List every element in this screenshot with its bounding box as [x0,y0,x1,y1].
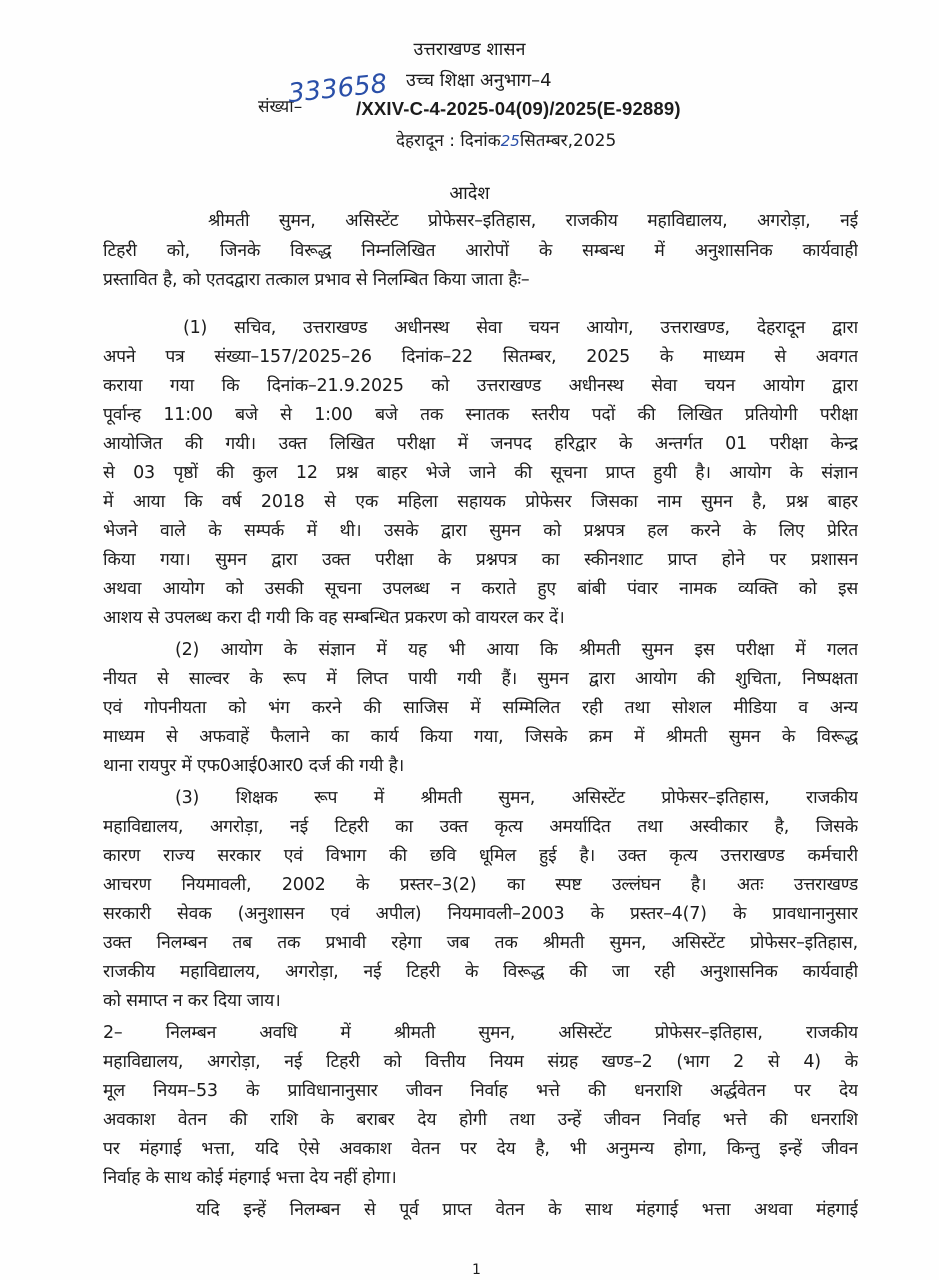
body-line: राजकीय महाविद्यालय, अगरोड़ा, नई टिहरी के विरूद्ध की जा रही अनुशासनिक कार्यवाही [103,962,858,982]
page-number: 1 [472,1262,481,1278]
govt-heading: उत्तराखण्ड शासन [413,39,526,60]
body-line: से 03 पृष्ठों की कुल 12 प्रश्न बाहर भेजे जाने की सूचना प्राप्त हुयी है। आयोग के संज्ञान [103,463,858,483]
body-line: (2) आयोग के संज्ञान में यह भी आया कि श्रीमती सुमन इस परीक्षा में गलत [175,640,858,660]
body-line: भेजने वाले के सम्पर्क में थी। उसके द्वारा सुमन को प्रश्नपत्र हल करने के लिए प्रेरित [103,521,858,541]
body-line: आचरण नियमावली, 2002 के प्रस्तर–3(2) का स्पष्ट उल्लंघन है। अतः उत्तराखण्ड [103,875,858,895]
section-label: उच्च शिक्षा अनुभाग–4 [406,70,552,91]
body-line: थाना रायपुर में एफ0आई0आर0 दर्ज की गयी है। [103,756,405,776]
handwritten-number: 333658 [286,68,389,110]
body-line: आयोजित की गयी। उक्त लिखित परीक्षा में जनपद हरिद्वार के अन्तर्गत 01 परीक्षा केन्द्र [103,434,858,454]
body-line: किया गया। सुमन द्वारा उक्त परीक्षा के प्रश्नपत्र का स्कीनशाट प्राप्त होने पर प्रशासन [103,550,858,570]
handwritten-date: 25 [500,132,520,150]
body-line: (3) शिक्षक रूप में श्रीमती सुमन, असिस्टेंट प्रोफेसर–इतिहास, राजकीय [175,788,858,808]
body-line: पूर्वान्ह 11:00 बजे से 1:00 बजे तक स्नातक स्तरीय पदों की लिखित प्रतियोगी परीक्षा [103,405,858,425]
number-line [258,68,758,128]
body-line: निर्वाह के साथ कोई मंहगाई भत्ता देय नहीं होगा। [103,1168,397,1188]
body-line: आशय से उपलब्ध करा दी गयी कि वह सम्बन्धित प्रकरण को वायरल कर दें। [103,608,565,628]
order-title: आदेश [449,183,490,204]
body-line: मूल नियम–53 के प्राविधानानुसार जीवन निर्वाह भत्ते की धनराशि अर्द्धवेतन पर देय [103,1081,858,1101]
place-date-prefix: देहरादून : दिनांक [396,131,501,151]
body-line: 2– निलम्बन अवधि में श्रीमती सुमन, असिस्टेंट प्रोफेसर–इतिहास, राजकीय [103,1023,858,1043]
body-line: महाविद्यालय, अगरोड़ा, नई टिहरी को वित्तीय नियम संग्रह खण्ड–2 (भाग 2 से 4) के [103,1052,858,1072]
body-line: माध्यम से अफवाहें फैलाने का कार्य किया गया, जिसके क्रम में श्रीमती सुमन के विरूद्ध [103,727,858,747]
body-line: अथवा आयोग को उसकी सूचना उपलब्ध न कराते हुए बांबी पंवार नामक व्यक्ति को इस [103,579,858,599]
body-line: एवं गोपनीयता को भंग करने की साजिस में सम्मिलित रही तथा सोशल मीडिया व अन्य [103,698,858,718]
body-line: टिहरी को, जिनके विरूद्ध निम्नलिखित आरोपों के सम्बन्ध में अनुशासनिक कार्यवाही [103,241,858,261]
body-line: महाविद्यालय, अगरोड़ा, नई टिहरी का उक्त कृत्य अमर्यादित तथा अस्वीकार है, जिसके [103,817,858,837]
body-line: नीयत से साल्वर के रूप में लिप्त पायी गयी हैं। सुमन द्वारा आयोग की शुचिता, निष्पक्षता [103,669,858,689]
place-date-line [396,128,616,154]
body-line: पर मंहगाई भत्ता, यदि ऐसे अवकाश वेतन पर देय है, भी अनुमन्य होगा, किन्तु इन्हें जीवन [103,1139,858,1159]
body-line: (1) सचिव, उत्तराखण्ड अधीनस्थ सेवा चयन आयोग, उत्तराखण्ड, देहरादून द्वारा [183,318,858,338]
body-line: कराया गया कि दिनांक–21.9.2025 को उत्तराखण्ड अधीनस्थ सेवा चयन आयोग द्वारा [103,376,858,396]
body-line: सरकारी सेवक (अनुशासन एवं अपील) नियमावली–2003 के प्रस्तर–4(7) के प्रावधानानुसार [103,904,858,924]
body-line: में आया कि वर्ष 2018 से एक महिला सहायक प्रोफेसर जिसका नाम सुमन है, प्रश्न बाहर [103,492,858,512]
body-line: प्रस्तावित है, को एतदद्वारा तत्काल प्रभाव से निलम्बित किया जाता हैः– [103,270,530,290]
body-line: यदि इन्हें निलम्बन से पूर्व प्राप्त वेतन के साथ मंहगाई भत्ता अथवा मंहगाई [196,1200,858,1220]
reference-number: /XXIV-C-4-2025-04(09)/2025(E-92889) [356,98,681,119]
body-line: अपने पत्र संख्या–157/2025–26 दिनांक–22 सितम्बर, 2025 के माध्यम से अवगत [103,347,858,367]
body-line: अवकाश वेतन की राशि के बराबर देय होगी तथा उन्हें जीवन निर्वाह भत्ते की धनराशि [103,1110,858,1130]
body-line: उक्त निलम्बन तब तक प्रभावी रहेगा जब तक श्रीमती सुमन, असिस्टेंट प्रोफेसर–इतिहास, [103,933,858,953]
body-line: कारण राज्य सरकार एवं विभाग की छवि धूमिल हुई है। उक्त कृत्य उत्तराखण्ड कर्मचारी [103,846,858,866]
date-suffix: सितम्बर,2025 [519,131,617,151]
body-line: श्रीमती सुमन, असिस्टेंट प्रोफेसर–इतिहास, राजकीय महाविद्यालय, अगरोड़ा, नई [208,211,858,231]
number-label: संख्या– [258,97,303,117]
body-line: को समाप्त न कर दिया जाय। [103,991,281,1011]
